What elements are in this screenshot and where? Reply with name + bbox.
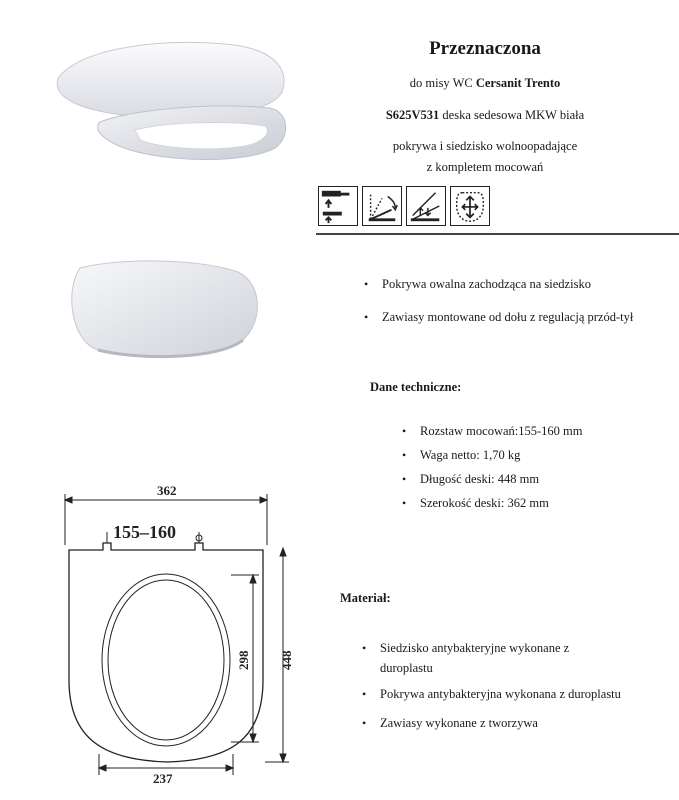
- list-item: • Długość deski: 448 mm: [420, 471, 660, 487]
- tech-heading: Dane techniczne:: [370, 380, 462, 394]
- dim-inner-length: 298: [236, 650, 251, 670]
- front-back-adjust-icon: [450, 186, 490, 226]
- feature-line: pokrywa i siedzisko wolnoopadające: [392, 139, 578, 153]
- mount-kit-line: z kompletem mocowań: [426, 160, 544, 174]
- feature-list: [382, 276, 652, 325]
- dim-length: 448: [279, 650, 294, 670]
- list-item: • Pokrywa owalna zachodząca na siedzisko: [382, 276, 652, 292]
- list-item: • Szerokość deski: 362 mm: [420, 495, 660, 511]
- section-divider: [316, 233, 679, 235]
- product-code-line: [320, 108, 650, 123]
- list-item: • Zawiasy montowane od dołu z regulacją przód-tył: [382, 309, 652, 325]
- dim-width: 362: [157, 483, 177, 498]
- material-heading: Materiał:: [340, 591, 391, 605]
- page-title: Przeznaczona: [429, 38, 541, 59]
- list-item: • Zawiasy wykonane z tworzywa: [380, 715, 670, 731]
- compat-model: Cersanit Trento: [475, 76, 561, 90]
- list-item: • Pokrywa antybakteryjna wykonana z duroplastu: [380, 686, 670, 702]
- lift-off-icon: [406, 186, 446, 226]
- soft-close-icon: [362, 186, 402, 226]
- feature-icons: [318, 186, 490, 228]
- dim-mount: 155–160: [113, 522, 176, 542]
- product-photo-open: [40, 30, 300, 180]
- list-item: • Waga netto: 1,70 kg: [420, 447, 660, 463]
- compat-prefix: do misy WC: [409, 76, 476, 90]
- tech-list: [420, 423, 660, 511]
- compat-line: [320, 76, 650, 91]
- technical-drawing: [55, 480, 305, 785]
- material-list: [380, 638, 670, 731]
- product-desc: deska sedesowa MKW biała: [439, 108, 585, 122]
- product-photo-closed: [58, 252, 268, 367]
- hinge-mount-icon: [318, 186, 358, 226]
- list-item: • Siedzisko antybakteryjne wykonane z duroplastu: [380, 638, 610, 678]
- dim-inner-width: 237: [153, 771, 173, 785]
- list-item: • Rozstaw mocowań:155-160 mm: [420, 423, 660, 439]
- product-code: S625V531: [385, 108, 440, 122]
